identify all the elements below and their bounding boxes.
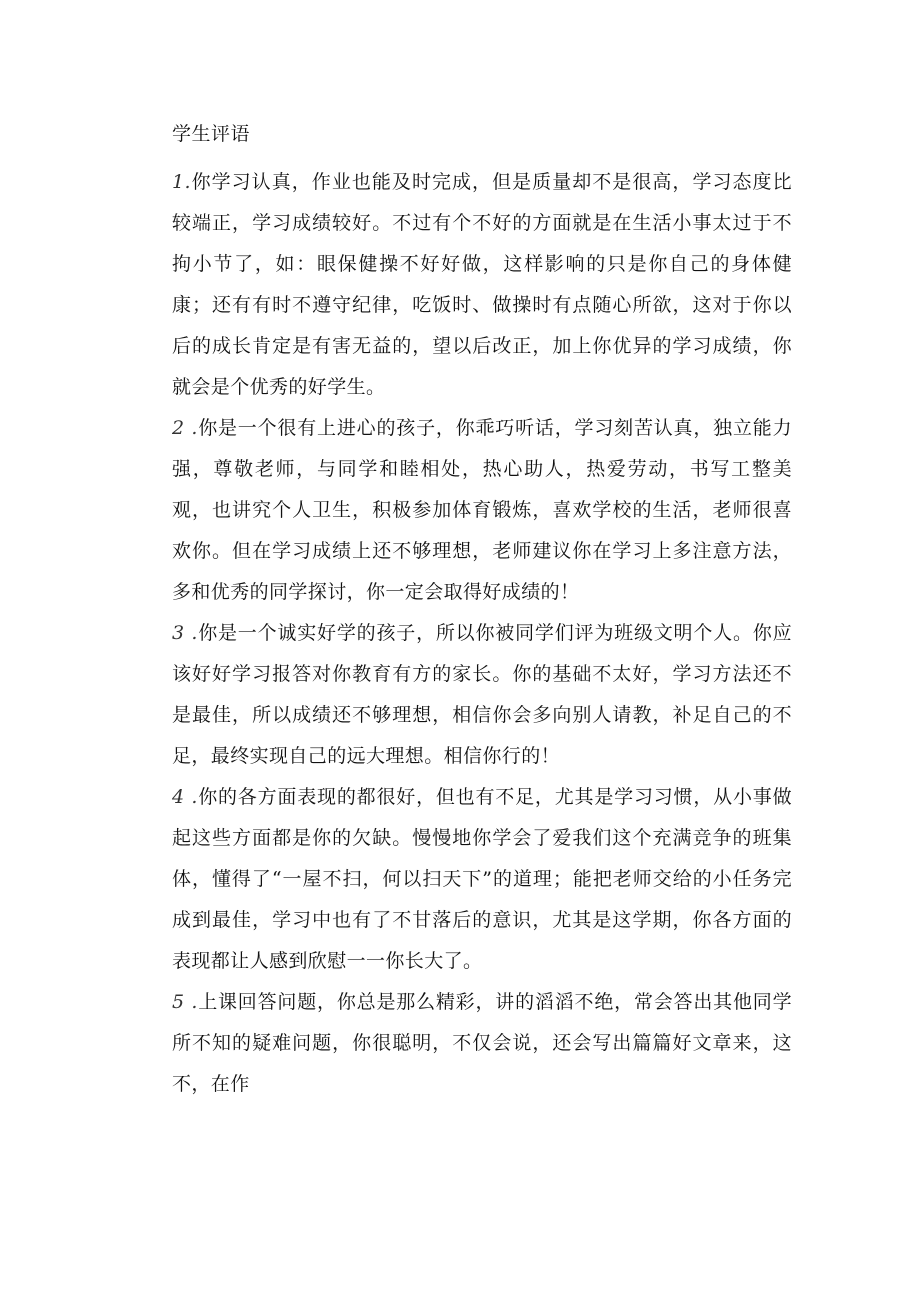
- comment-paragraph-5: [172, 982, 792, 1105]
- paragraph-number: 5 .: [172, 991, 198, 1013]
- comment-paragraph-3: [172, 613, 792, 777]
- document-title: 学生评语: [172, 123, 251, 145]
- paragraph-text: 你是一个诚实好学的孩子，所以你被同学们评为班级文明个人。你应该好好学习报答对你教育有方的家长。你的基础不太好，学习方法还不是最佳，所以成绩还不够理想，相信你会多向别人请教，补足自己的不足，最终实现自己的远大理想。相信你行的！: [172, 622, 792, 767]
- paragraph-number: 1.: [172, 171, 191, 193]
- comment-paragraph-1: [172, 162, 792, 408]
- paragraph-text: 你是一个很有上进心的孩子，你乖巧听话，学习刻苦认真，独立能力强，尊敬老师，与同学和睦相处，热心助人，热爱劳动，书写工整美观，也讲究个人卫生，积极参加体育锻炼，喜欢学校的生活，老师很喜欢你。但在学习成绩上还不够理想，老师建议你在学习上多注意方法，多和优秀的同学探讨，你一定会取得好成绩的！: [172, 417, 792, 603]
- comments-body: [172, 162, 792, 1105]
- paragraph-text: 上课回答问题，你总是那么精彩，讲的滔滔不绝，常会答出其他同学所不知的疑难问题，你很聪明，不仅会说，还会写出篇篇好文章来，这不，在作: [172, 991, 792, 1095]
- paragraph-text: 你的各方面表现的都很好，但也有不足，尤其是学习习惯，从小事做起这些方面都是你的欠缺。慢慢地你学会了爱我们这个充满竞争的班集体，懂得了“一屋不扫，何以扫天下”的道理；能把老师交给的小任务完成到最佳，学习中也有了不甘落后的意识，尤其是这学期，你各方面的表现都让人感到欣慰一一你长大了。: [172, 786, 792, 972]
- comment-paragraph-2: [172, 408, 792, 613]
- comment-paragraph-4: [172, 777, 792, 982]
- paragraph-number: 3 .: [172, 622, 198, 644]
- paragraph-number: 4 .: [172, 786, 198, 808]
- paragraph-text: 你学习认真，作业也能及时完成，但是质量却不是很高，学习态度比较端正，学习成绩较好。不过有个不好的方面就是在生活小事太过于不拘小节了，如：眼保健操不好好做，这样影响的只是你自己的身体健康；还有有时不遵守纪律，吃饭时、做操时有点随心所欲，这对于你以后的成长肯定是有害无益的，望以后改正，加上你优异的学习成绩，你就会是个优秀的好学生。: [172, 171, 792, 398]
- paragraph-number: 2 .: [172, 417, 198, 439]
